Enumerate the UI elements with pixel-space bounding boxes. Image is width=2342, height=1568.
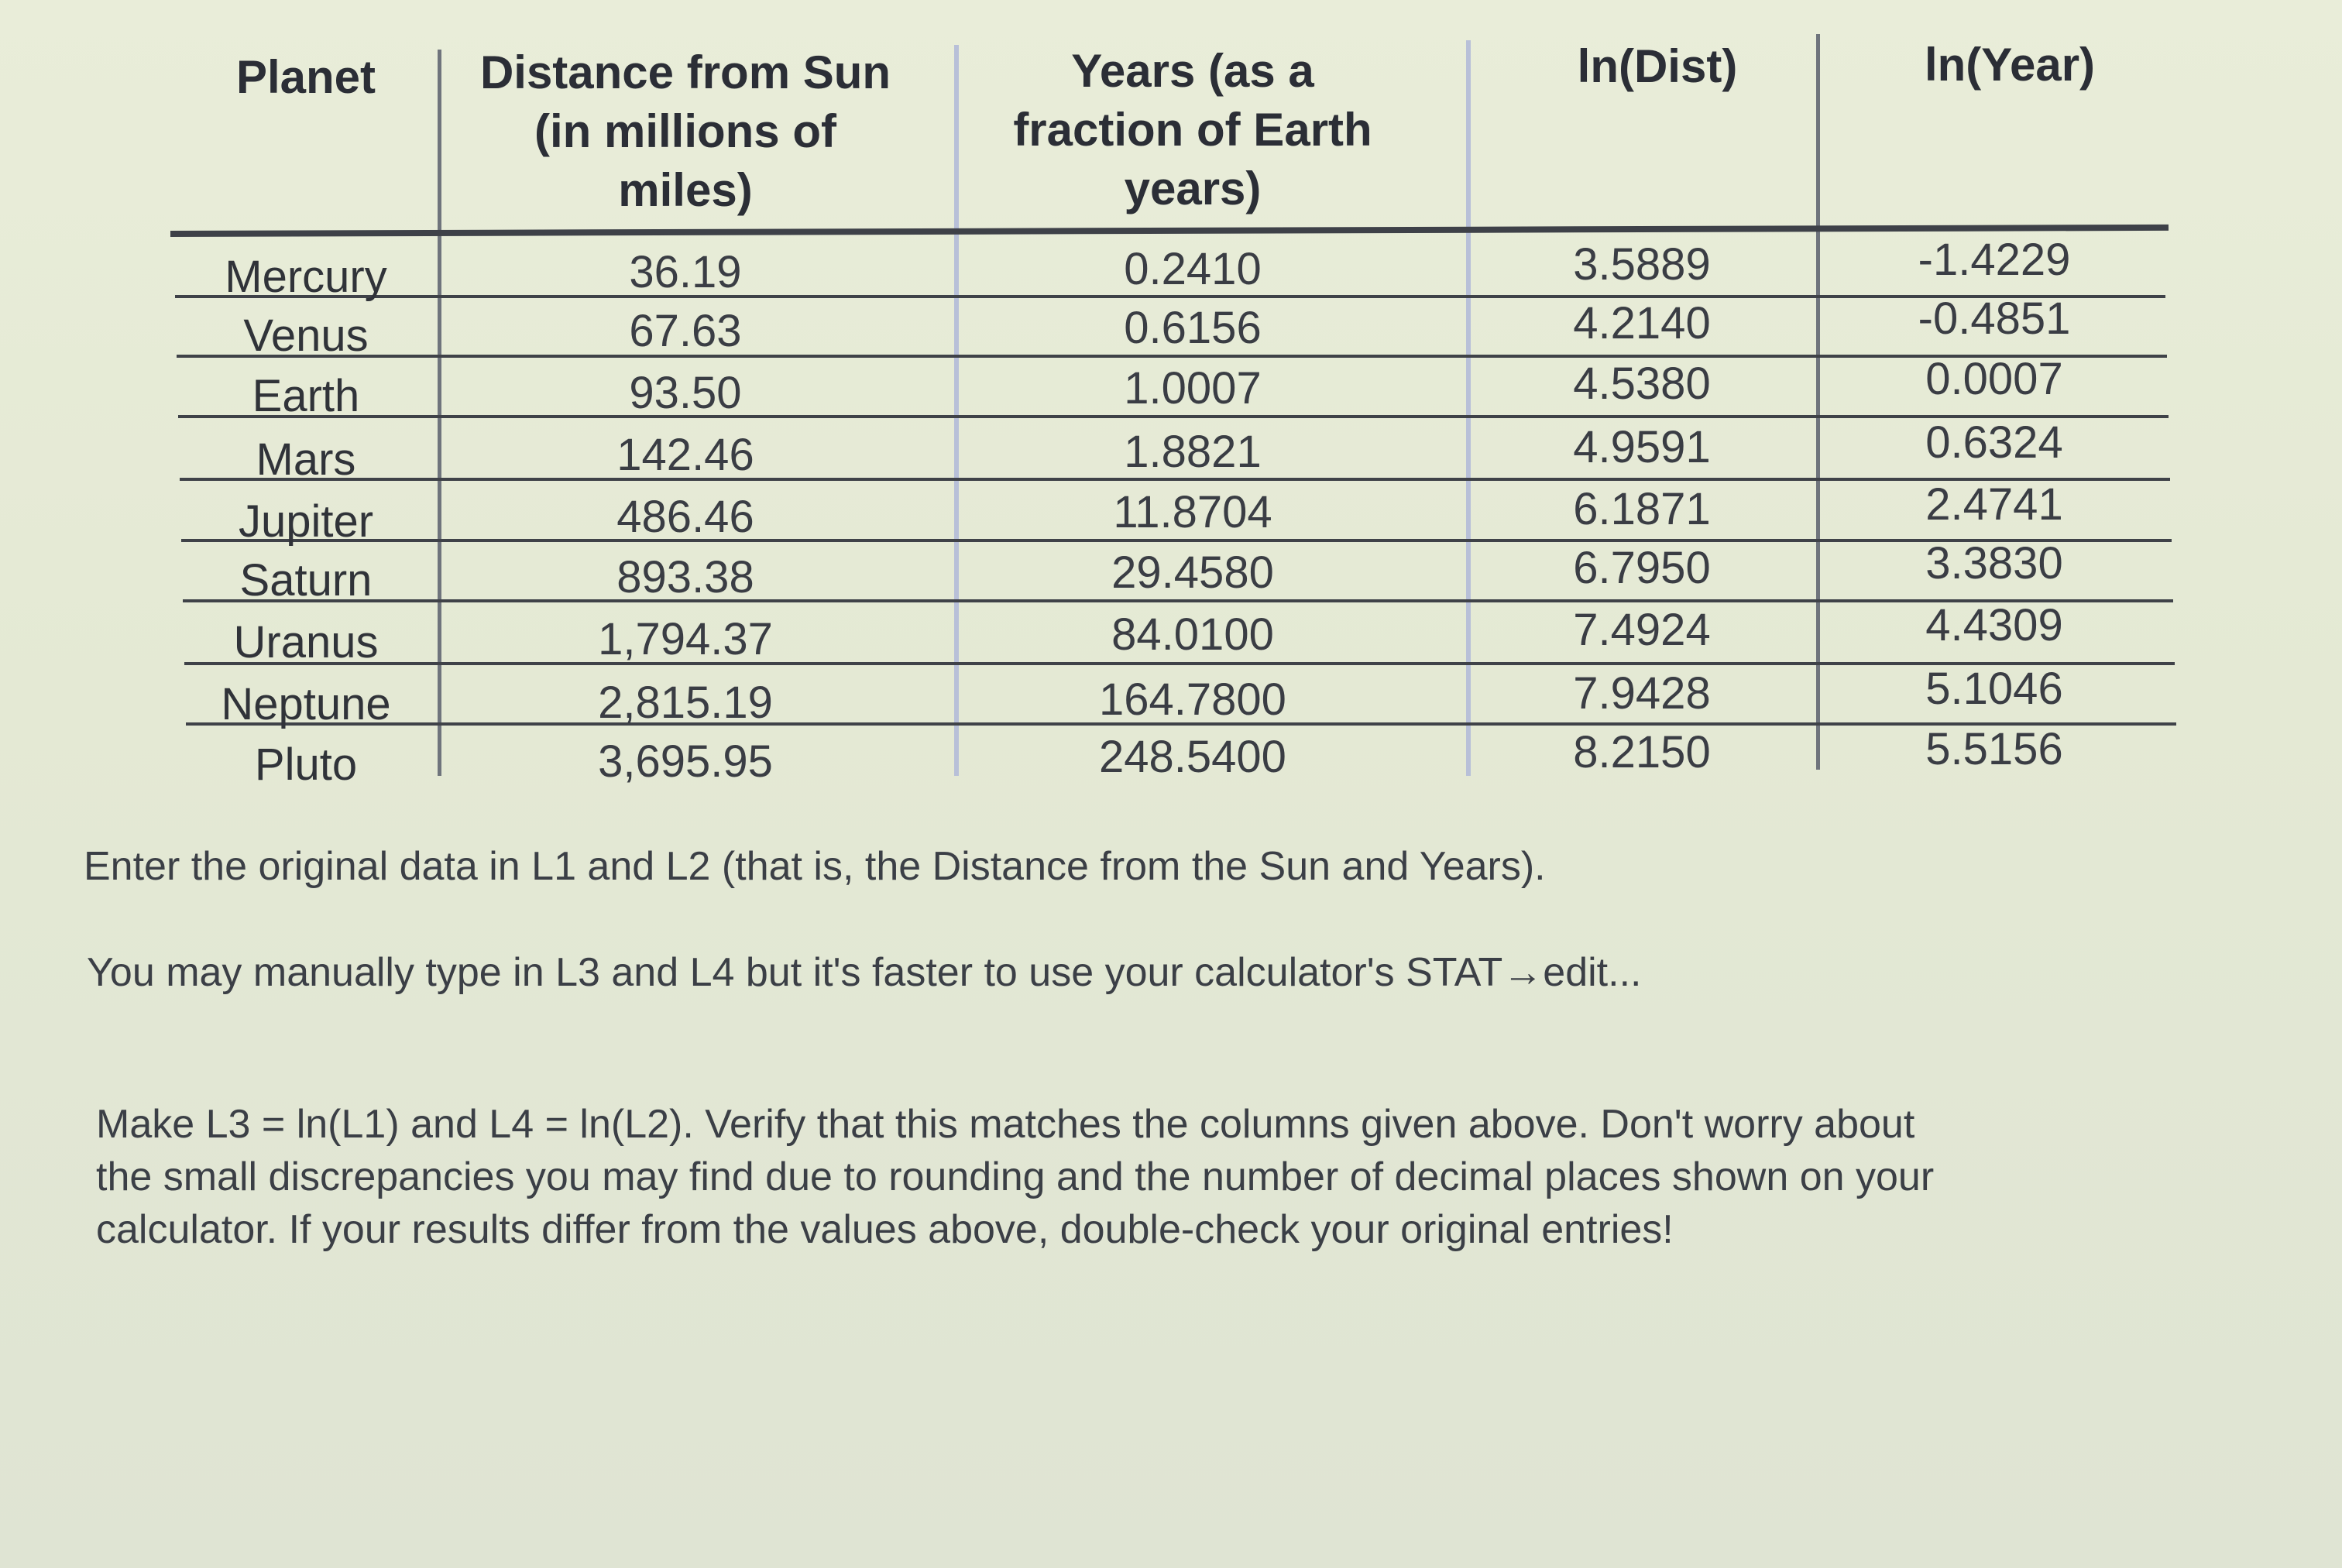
- distance-cell: 3,695.95: [598, 736, 773, 787]
- distance-cell: 93.50: [629, 368, 742, 418]
- header-ln-dist: ln(Dist): [1577, 40, 1738, 92]
- ln-year-cell: 0.0007: [1925, 354, 2063, 404]
- years-cell: 29.4580: [1111, 547, 1274, 598]
- instruction-verify-line-1: Make L3 = ln(L1) and L4 = ln(L2). Verify that this matches the columns given above. Don't worry about: [96, 1102, 1915, 1147]
- ln-year-cell: -1.4229: [1918, 235, 2071, 285]
- ln-dist-cell: 6.1871: [1573, 484, 1711, 534]
- ln-dist-cell: 4.2140: [1573, 298, 1711, 348]
- instruction-verify-line-2: the small discrepancies you may find due to rounding and the number of decimal places shown on your: [96, 1155, 1935, 1199]
- header-distance: [449, 43, 922, 245]
- ln-year-cell: 2.4741: [1925, 479, 2063, 530]
- years-cell: 248.5400: [1099, 732, 1286, 782]
- distance-cell: 486.46: [616, 492, 754, 542]
- instruction-manual-type: You may manually type in L3 and L4 but it's faster to use your calculator's STAT→edit...: [87, 950, 1642, 995]
- distance-cell: 1,794.37: [598, 614, 773, 664]
- column-rule-3: [1466, 40, 1471, 776]
- distance-cell: 2,815.19: [598, 678, 773, 728]
- planet-cell: Saturn: [239, 555, 373, 606]
- header-distance-line-3: miles): [618, 164, 753, 216]
- distance-cell: 36.19: [629, 247, 742, 297]
- ln-year-cell: -0.4851: [1918, 293, 2071, 344]
- distance-cell: 893.38: [616, 552, 754, 602]
- ln-dist-cell: 8.2150: [1573, 727, 1711, 777]
- years-cell: 0.6156: [1124, 303, 1262, 353]
- years-cell: 1.0007: [1124, 363, 1262, 413]
- planet-cell: Mercury: [225, 252, 387, 302]
- ln-year-cell: 3.3830: [1925, 538, 2063, 588]
- planet-cell: Earth: [252, 371, 360, 421]
- header-distance-line-2: (in millions of: [534, 105, 836, 157]
- header-planet: Planet: [235, 51, 376, 103]
- ln-year-cell: 4.4309: [1925, 600, 2063, 650]
- header-years-line-3: years): [1124, 163, 1262, 214]
- years-cell: 0.2410: [1124, 244, 1262, 294]
- ln-year-cell: 0.6324: [1925, 417, 2063, 468]
- instruction-verify-line-3: calculator. If your results differ from the values above, double-check your original entries!: [96, 1207, 1674, 1252]
- years-cell: 11.8704: [1113, 487, 1272, 537]
- header-distance-line-1: Distance from Sun: [479, 46, 891, 98]
- planet-cell: Venus: [243, 311, 369, 361]
- ln-dist-cell: 7.4924: [1573, 605, 1711, 655]
- planet-cell: Pluto: [254, 739, 358, 790]
- header-years-line-1: Years (as a: [1071, 45, 1314, 97]
- distance-cell: 67.63: [629, 306, 742, 356]
- ln-dist-cell: 4.5380: [1573, 359, 1711, 409]
- planet-data-table: [170, 31, 2169, 790]
- distance-cell: 142.46: [616, 430, 754, 480]
- ln-dist-cell: 7.9428: [1573, 668, 1711, 719]
- planet-cell: Neptune: [221, 679, 391, 729]
- ln-dist-cell: 3.5889: [1573, 239, 1711, 290]
- instruction-verify: [96, 1098, 2280, 1256]
- years-cell: 164.7800: [1099, 674, 1286, 725]
- years-cell: 84.0100: [1111, 609, 1274, 660]
- instruction-enter-data: Enter the original data in L1 and L2 (that is, the Distance from the Sun and Years).: [84, 844, 1546, 889]
- years-cell: 1.8821: [1124, 427, 1262, 477]
- header-ln-year: ln(Year): [1924, 39, 2096, 91]
- header-years: [953, 42, 1433, 243]
- planet-cell: Jupiter: [238, 496, 374, 547]
- ln-dist-cell: 4.9591: [1573, 422, 1711, 472]
- header-years-line-2: fraction of Earth: [1013, 104, 1372, 156]
- planet-cell: Mars: [256, 434, 356, 485]
- ln-year-cell: 5.1046: [1925, 664, 2063, 714]
- ln-dist-cell: 6.7950: [1573, 543, 1711, 593]
- ln-year-cell: 5.5156: [1925, 724, 2063, 774]
- planet-cell: Uranus: [233, 617, 379, 667]
